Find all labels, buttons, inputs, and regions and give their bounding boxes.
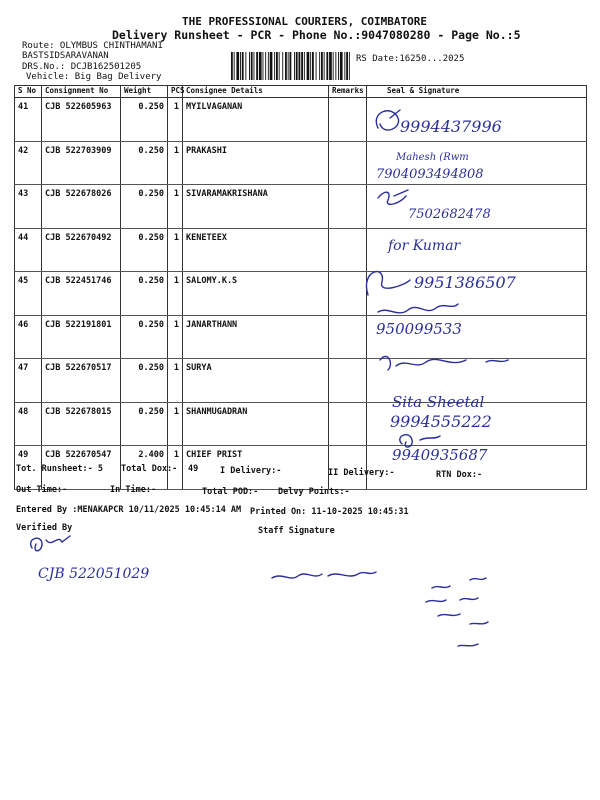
hw-phone-49: 9940935687 [392,446,488,464]
table-row [15,272,587,316]
i-delivery: I Delivery:- [220,466,282,476]
cell-weight: 0.250 [121,272,168,316]
cell-signature [367,141,587,185]
company-name: THE PROFESSIONAL COURIERS, COIMBATORE [182,15,428,28]
cell-weight: 0.250 [121,185,168,229]
cell-consignment-no: CJB 522678015 [42,402,121,446]
table-row [15,315,587,359]
vehicle: Vehicle: Big Bag Delivery [26,72,162,82]
cell-weight: 0.250 [121,359,168,403]
cell-sno: 42 [15,141,42,185]
cell-weight: 0.250 [121,402,168,446]
cell-remarks [329,141,367,185]
cell-sno: 43 [15,185,42,229]
cell-remarks [329,315,367,359]
staff-name: BASTSIDSARAVANAN [22,51,109,61]
cell-consignee: SIVARAMAKRISHANA [183,185,329,229]
cell-consignment-no: CJB 522451746 [42,272,121,316]
cell-sno: 45 [15,272,42,316]
entered-by: Entered By :MENAKAPCR 10/11/2025 10:45:14 AM [16,505,242,515]
rs-date: RS Date:16250...2025 [356,54,465,64]
cell-consignment-no: CJB 522670492 [42,228,121,272]
cell-consignment-no: CJB 522678026 [42,185,121,229]
cell-consignee: SALOMY.K.S [183,272,329,316]
cell-sno: 47 [15,359,42,403]
cell-sno: 48 [15,402,42,446]
col-pcs: PCS [168,86,183,98]
cell-consignee: CHIEF PRIST [183,446,329,490]
hw-phone-42: 7904093494808 [376,167,484,182]
cell-pcs: 1 [168,98,183,142]
in-time: In Time:- [110,485,157,495]
route: Route: OLYMBUS CHINTHAMANI [22,41,163,51]
drs-number: DRS.No.: DCJB162501205 [22,62,142,72]
cell-weight: 0.250 [121,98,168,142]
cell-consignment-no: CJB 522670517 [42,359,121,403]
runsheet-table [14,85,587,490]
total-dox-value: 49 [188,464,199,474]
table-header-row [15,86,587,98]
runsheet-title: Delivery Runsheet - PCR - Phone No.:9047080280 - Page No.:5 [112,28,521,42]
cell-sno: 46 [15,315,42,359]
cell-pcs: 1 [168,185,183,229]
cell-consignee: SHANMUGADRAN [183,402,329,446]
cell-pcs: 1 [168,315,183,359]
cell-remarks [329,185,367,229]
total-pod: Total POD:- [202,487,259,497]
col-consignee: Consignee Details [183,86,329,98]
hw-phone-45: 9951386507 [414,273,516,292]
cell-remarks [329,98,367,142]
staff-signature: Staff Signature [258,526,335,536]
cell-sno: 44 [15,228,42,272]
hw-name-48: Sita Sheetal [392,393,485,411]
cell-signature [367,446,587,490]
hw-phone-48: 9994555222 [390,412,492,431]
cell-pcs: 1 [168,402,183,446]
ii-delivery: II Delivery:- [328,468,395,478]
table-row [15,402,587,446]
tot-runsheet: Tot. Runsheet:- 5 [16,464,103,474]
cell-remarks [329,359,367,403]
cell-consignment-no: CJB 522191801 [42,315,121,359]
cell-weight: 2.400 [121,446,168,490]
cell-signature [367,228,587,272]
cell-signature [367,272,587,316]
cell-remarks [329,272,367,316]
col-sno: S No [15,86,42,98]
cell-weight: 0.250 [121,315,168,359]
cell-signature [367,185,587,229]
cell-weight: 0.250 [121,141,168,185]
verified-by: Verified By [16,523,73,533]
cell-consignee: KENETEEX [183,228,329,272]
cell-consignment-no: CJB 522703909 [42,141,121,185]
printed-on: Printed On: 11-10-2025 10:45:31 [250,507,409,517]
out-time: Out Time:- [16,485,68,495]
table-row [15,98,587,142]
barcode-image [231,52,351,80]
hw-phone-41: 9994437996 [400,117,502,136]
cell-consignee: PRAKASHI [183,141,329,185]
col-remarks: Remarks [329,86,367,98]
col-weight: Weight [121,86,168,98]
cell-signature [367,98,587,142]
cell-consignee: SURYA [183,359,329,403]
hw-name-44: for Kumar [388,238,461,254]
cell-pcs: 1 [168,228,183,272]
cell-consignee: MYILVAGANAN [183,98,329,142]
hw-phone-43: 7502682478 [408,207,491,222]
total-dox-label: Total Dox:- [121,464,178,474]
cell-pcs: 1 [168,446,183,490]
cell-pcs: 1 [168,141,183,185]
cell-pcs: 1 [168,272,183,316]
cell-signature [367,315,587,359]
cell-sno: 41 [15,98,42,142]
rtn-dox: RTN Dox:- [436,470,483,480]
cell-remarks [329,402,367,446]
hw-phone-46: 950099533 [376,320,462,338]
cell-consignment-no: CJB 522605963 [42,98,121,142]
cell-signature [367,359,587,403]
cell-sno: 49 [15,446,42,490]
delvy-points: Delvy Points:- [278,487,350,497]
table-row [15,359,587,403]
hw-name-42: Mahesh (Rwm [396,152,469,163]
cell-remarks [329,228,367,272]
cell-weight: 0.250 [121,228,168,272]
hw-verified-note: CJB 522051029 [38,566,150,582]
table-row [15,185,587,229]
cell-pcs: 1 [168,359,183,403]
cell-consignee: JANARTHANN [183,315,329,359]
table-row [15,228,587,272]
col-consignment: Consignment No [42,86,121,98]
cell-signature [367,402,587,446]
col-seal-signature: Seal & Signature [367,86,587,98]
table-row [15,141,587,185]
cell-consignment-no: CJB 522670547 [42,446,121,490]
